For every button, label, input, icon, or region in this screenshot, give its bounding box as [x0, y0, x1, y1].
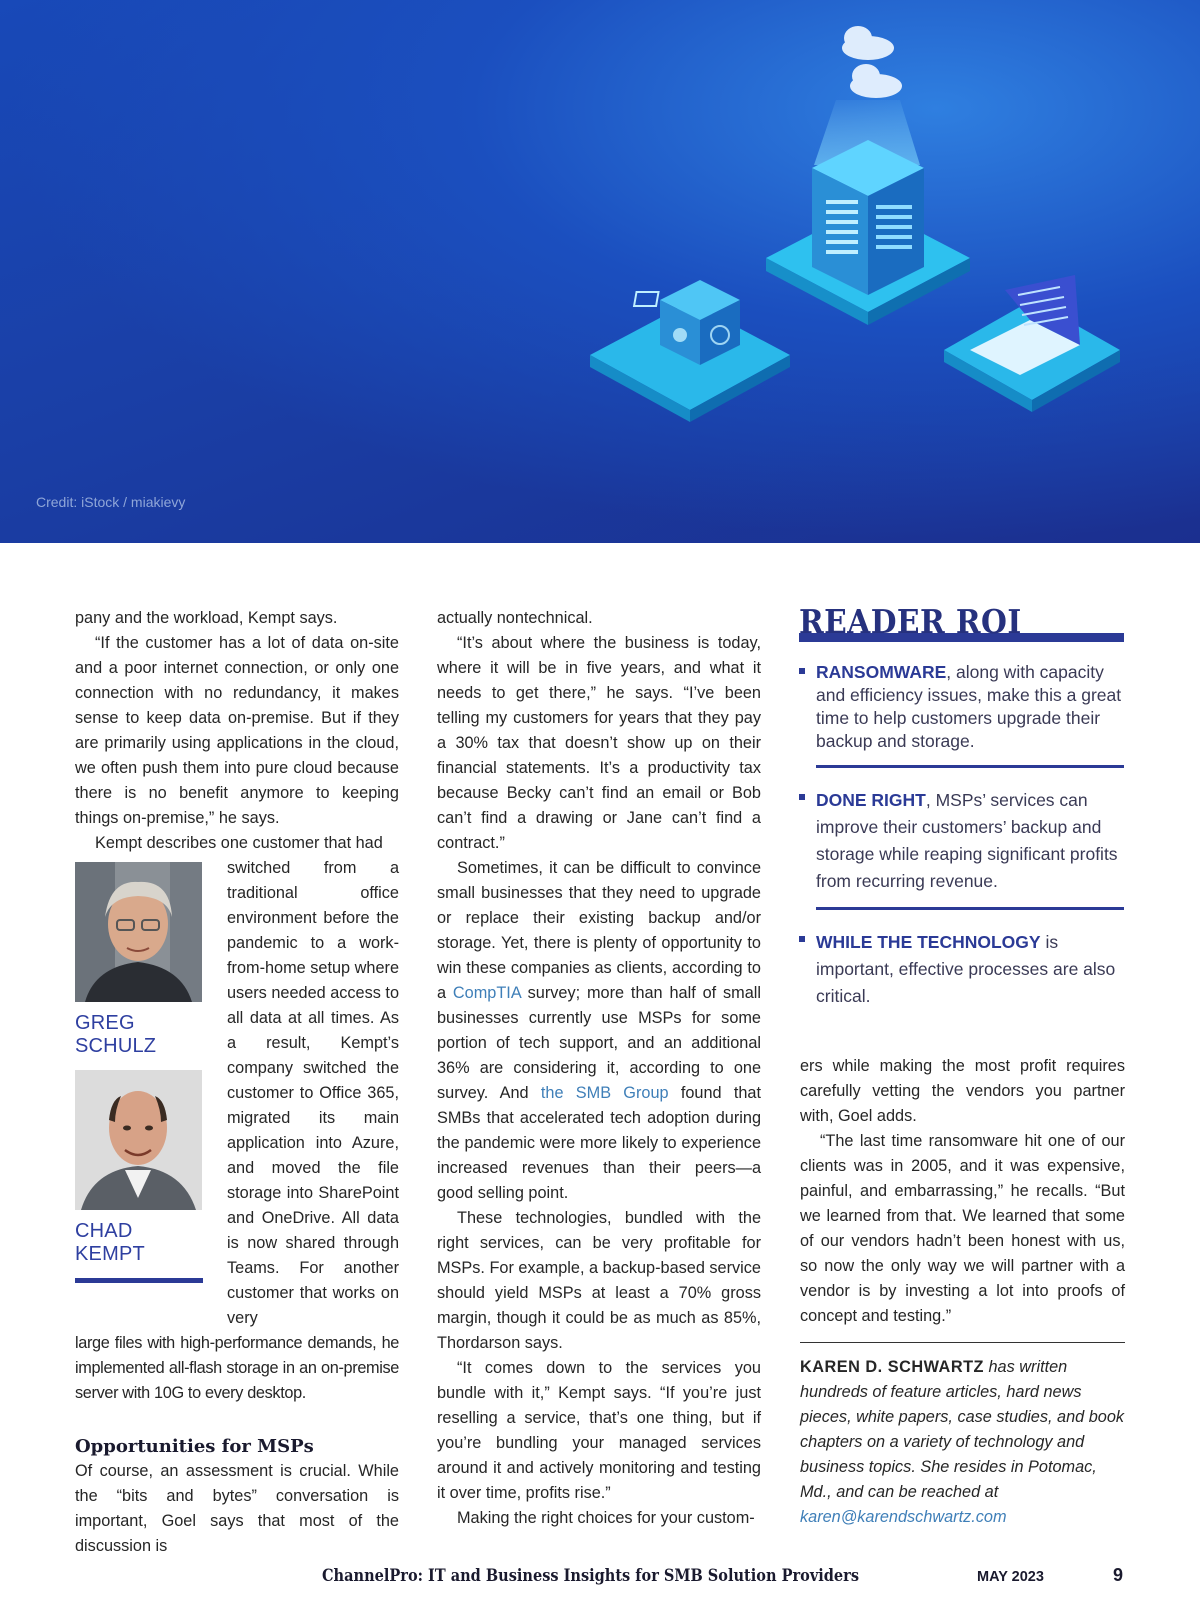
paragraph-text: Sometimes, it can be difficult to convince small businesses that they need to upgrade or replace their existing backup and/or storage. Yet, there is plenty of opportunity to win these companies as clients, according to a [437, 859, 761, 1002]
cloud-servers-illustration [0, 0, 1200, 543]
roi-item-lead: WHILE THE TECHNOLOGY [816, 932, 1041, 952]
roi-bullet-item [799, 929, 1124, 1010]
paragraph: These technologies, bundled with the right services, can be very profitable for MSPs. For example, a backup-based service should yield MSPs at least a 70% gross margin, though it could be as much as 85%, Thordarson says. [437, 1209, 761, 1352]
paragraph: Of course, an assessment is crucial. While the “bits and bytes” conversation is important, Goel says that most of the discussion is [75, 1462, 399, 1555]
square-bullet-icon [799, 668, 805, 674]
paragraph: “If the customer has a lot of data on-site and a poor internet connection, or only one connection with no redundancy, it makes sense to keep data on-premise. But if they are primarily using applications in the cloud, we often push them into pure cloud because there is no benefit anymore to keeping things on-premise,” he says. [75, 634, 399, 827]
author-name: KAREN D. SCHWARTZ [800, 1358, 984, 1376]
reader-roi-box [799, 604, 1124, 1010]
photo-caption-name: CHAD KEMPT [75, 1220, 145, 1265]
paragraph: “It comes down to the services you bundle with it,” Kempt says. “If you’re just reselling a service, that’s one thing, but if you’re bundling your managed services around it and actively monitoring and testing it over time, profits rise.” [437, 1359, 761, 1502]
photo-credit: Credit: iStock / miakievy [36, 494, 186, 510]
photo-wrap-section [75, 856, 399, 1331]
page-number: 9 [1113, 1565, 1124, 1585]
roi-divider [816, 907, 1124, 910]
section-heading: Opportunities for MSPs [75, 1436, 314, 1457]
headshots [75, 856, 227, 1331]
paragraph-text: found that SMBs that accelerated tech adoption during the pandemic were more likely to experience increased revenues than their peers—a good selling point. [437, 1084, 761, 1202]
paragraph: ers while making the most profit requires carefully vetting the vendors you partner with, Goel adds. [800, 1057, 1125, 1125]
roi-bullet-item [799, 661, 1124, 753]
roi-item-text: , MSPs’ services can improve their customers’ backup and storage while reaping significant profits from recurring revenue. [816, 790, 1118, 891]
author-divider [800, 1342, 1125, 1343]
author-bio [800, 1355, 1125, 1530]
square-bullet-icon [799, 794, 805, 800]
comptia-link[interactable]: CompTIA [452, 984, 521, 1002]
paragraph [437, 856, 761, 1206]
wrapped-paragraph: switched from a traditional office environment before the pandemic to a work-from-home setup where users needed access to all data at all times. As a result, Kempt’s company switched the customer to Office 365, migrated its main application into Azure, and moved the file storage into SharePoint and OneDrive. All data is now shared through Teams. For another customer that works on very [227, 859, 399, 1327]
roi-divider [816, 765, 1124, 768]
roi-item-text: , along with capacity and efficiency issues, make this a great time to help customers upgrade their backup and storage. [816, 662, 1122, 751]
square-bullet-icon [799, 936, 805, 942]
cloud-icon [842, 26, 902, 98]
paragraph: “It’s about where the business is today, where it will be in five years, and what it needs to get there,” he says. “I’ve been telling my customers for years that they pay a 30% tax that doesn’t show up on their financial statements. It’s a productivity tax because Becky can’t find an email or Bob can’t find a drawing or Jane can’t find a contract.” [437, 634, 761, 852]
hero-image [0, 0, 1200, 543]
author-bio-text: has written hundreds of feature articles, hard news pieces, white papers, case studies, and book chapters on a variety of technology and business topics. She resides in Potomac, Md., and can be reached at [800, 1358, 1125, 1501]
paragraph: large files with high-performance demands, he implemented all-flash storage in an on-premise server with 10G to every desktop. [75, 1334, 399, 1402]
paragraph: Making the right choices for your custom- [457, 1509, 755, 1527]
caption-rule [75, 1278, 203, 1283]
article-column-1 [75, 606, 399, 1559]
headshot-greg-schulz [75, 862, 202, 1002]
headshot-chad-kempt [75, 1070, 202, 1210]
paragraph: pany and the workload, Kempt says. [75, 609, 338, 627]
paragraph: Kempt describes one customer that had [95, 834, 383, 852]
reader-roi-title: READER ROI [799, 602, 1022, 641]
author-email-link[interactable]: karen@karendschwartz.com [800, 1508, 1007, 1526]
publication-title: ChannelPro: IT and Business Insights for SMB Solution Providers [322, 1566, 859, 1585]
roi-bullet-item [799, 787, 1124, 895]
roi-item-lead: DONE RIGHT [816, 790, 926, 810]
paragraph: actually nontechnical. [437, 609, 593, 627]
article-column-3 [800, 1054, 1125, 1530]
roi-item-lead: RANSOMWARE [816, 662, 947, 682]
photo-caption-name: GREG SCHULZ [75, 1012, 157, 1057]
smb-group-link[interactable]: the SMB Group [540, 1084, 669, 1102]
paragraph: “The last time ransomware hit one of our clients was in 2005, and it was expensive, painful, and embarrassing,” he recalls. “But we learned from that. We learned that some of our vendors hadn’t been honest with us, so now the only way we will partner with a vendor is by investing a lot into proofs of concept and testing.” [800, 1132, 1125, 1325]
roi-item-text: is important, effective processes are also critical. [816, 932, 1116, 1006]
article-column-2 [437, 606, 761, 1531]
paragraph-text: survey; more than half of small businesses currently use MSPs for some portion of tech support, and an additional 36% are considering it, according to one survey. And [437, 984, 761, 1102]
issue-date: MAY 2023 [977, 1569, 1044, 1585]
